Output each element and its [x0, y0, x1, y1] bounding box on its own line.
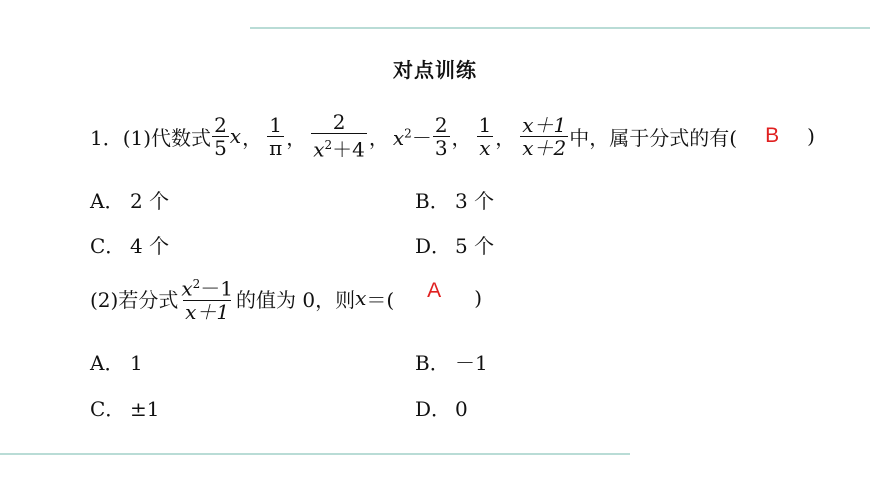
q2-option-d: D． 0	[415, 397, 468, 421]
q1-prefix: 1．(1)代数式	[90, 125, 212, 150]
answer-mark-q1: B	[765, 124, 780, 147]
expr-6-fraction: $\frac{x+1}{x+2}$	[522, 112, 567, 160]
q1-option-b: B． 3 个	[415, 189, 495, 213]
q2-variable: x	[355, 286, 367, 310]
q1-suffix: 中，属于分式的有(	[569, 125, 738, 150]
q2-close-paren: )	[474, 286, 482, 310]
expr-5-fraction: $\frac{1}{x}$	[478, 112, 492, 160]
expr-4-fraction: $\frac{2}{3}$	[434, 112, 448, 160]
q2-option-b: B． －1	[415, 351, 488, 375]
q2-equals: ＝(	[366, 287, 395, 312]
q2-prefix: (2)若分式	[90, 287, 179, 312]
q2-option-a: A． 1	[90, 351, 143, 375]
q1-option-a: A． 2 个	[90, 189, 170, 213]
top-divider	[250, 27, 870, 29]
q1-close-paren: )	[807, 124, 815, 148]
bottom-divider	[0, 453, 630, 455]
question-2-stem	[90, 270, 482, 326]
expr-4: $x^2-$	[392, 125, 432, 150]
q2-option-c: C． ±1	[90, 397, 160, 421]
answer-mark-q2: A	[427, 279, 442, 302]
q2-fraction: $\frac{x^2-1}{x+1}$	[181, 276, 233, 324]
q2-middle-text: 的值为 0，则	[236, 287, 356, 312]
q1-option-c: C． 4 个	[90, 234, 170, 258]
question-1-stem: 1．(1)代数式 $\frac{2}{5}$ x ， $\frac{1}{\pi}$ ， $\frac{2}{x^2+4}$ ， $x^2-$ $\frac{2}{3}$ ， $\frac{1}{x}$ ， $\frac{x+1}{x+2}$ 中，属于分式的有( B )	[90, 110, 815, 162]
page-title: 对点训练	[393, 58, 477, 82]
expr-1-variable: x	[229, 124, 242, 148]
expr-1-fraction: $\frac{2}{5}$	[214, 112, 227, 160]
expr-2-fraction: $\frac{1}{\pi}$	[269, 112, 283, 160]
expr-3-fraction: $\frac{2}{x^2+4}$	[313, 110, 365, 162]
q1-option-d: D． 5 个	[415, 234, 495, 258]
